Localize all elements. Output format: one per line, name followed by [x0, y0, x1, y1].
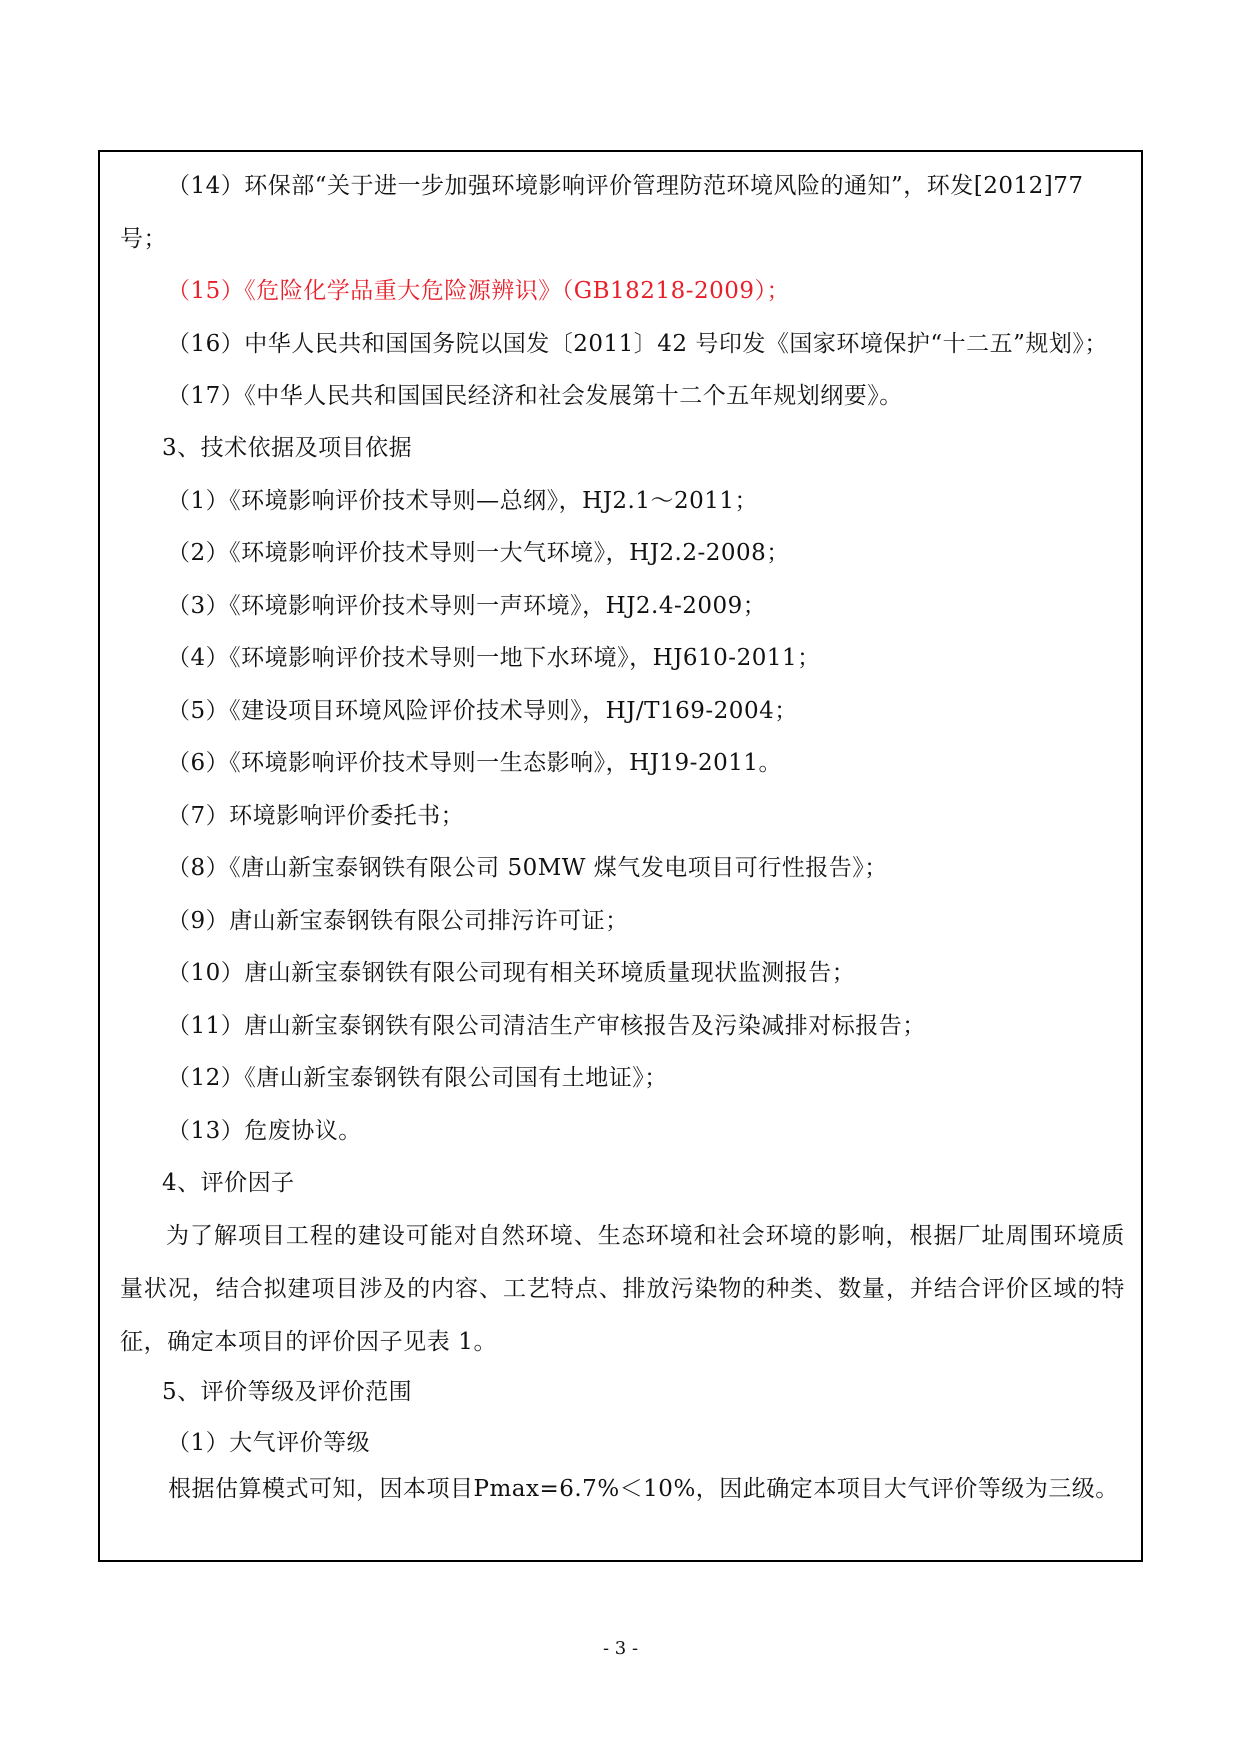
- tech-item-12: （12）《唐山新宝泰钢铁有限公司国有土地证》；: [167, 1065, 668, 1091]
- reference-item-17: （17）《中华人民共和国国民经济和社会发展第十二个五年规划纲要》。: [167, 383, 903, 409]
- tech-item-10: （10）唐山新宝泰钢铁有限公司现有相关环境质量现状监测报告；: [167, 960, 856, 986]
- reference-item-16: （16）中华人民共和国国务院以国发〔2011〕42 号印发《国家环境保护“十二五”规划》；: [167, 331, 1108, 357]
- reference-item-14-cont: 号；: [120, 226, 167, 252]
- tech-item-6: （6）《环境影响评价技术导则一生态影响》，HJ19-2011。: [167, 750, 782, 776]
- page-number: - 3 -: [602, 1638, 639, 1659]
- tech-item-2: （2）《环境影响评价技术导则一大气环境》，HJ2.2-2008；: [167, 540, 790, 566]
- tech-item-1: （1）《环境影响评价技术导则—总纲》，HJ2.1～2011；: [167, 488, 759, 514]
- section-heading-3: 3、技术依据及项目依据: [162, 435, 413, 461]
- tech-item-8: （8）《唐山新宝泰钢铁有限公司 50MW 煤气发电项目可行性报告》；: [167, 855, 888, 881]
- tech-item-3: （3）《环境影响评价技术导则一声环境》，HJ2.4-2009；: [167, 593, 767, 619]
- tech-item-7: （7）环境影响评价委托书；: [167, 803, 465, 829]
- evaluation-factor-paragraph: 为了解项目工程的建设可能对自然环境、生态环境和社会环境的影响，根据厂址周围环境质量状况，结合拟建项目涉及的内容、工艺特点、排放污染物的种类、数量，并结合评价区域的特征，确定本项目的评价因子见表 1。: [120, 1223, 1125, 1355]
- subheading-air-level: （1）大气评价等级: [167, 1430, 371, 1456]
- tech-item-9: （9）唐山新宝泰钢铁有限公司排污许可证；: [167, 908, 629, 934]
- tech-item-13: （13）危废协议。: [167, 1118, 362, 1144]
- section-heading-5: 5、评价等级及评价范围: [162, 1379, 413, 1405]
- tech-item-4: （4）《环境影响评价技术导则一地下水环境》，HJ610-2011；: [167, 645, 821, 671]
- tech-item-11: （11）唐山新宝泰钢铁有限公司清洁生产审核报告及污染减排对标报告；: [167, 1013, 926, 1039]
- tech-item-5: （5）《建设项目环境风险评价技术导则》，HJ/T169-2004；: [167, 698, 798, 724]
- reference-item-15: （15）《危险化学品重大危险源辨识》（GB18218-2009）；: [167, 278, 791, 304]
- air-level-paragraph: 根据估算模式可知，因本项目Pmax=6.7%＜10%，因此确定本项目大气评价等级为三级。: [168, 1476, 1119, 1502]
- reference-item-14: （14）环保部“关于进一步加强环境影响评价管理防范环境风险的通知”，环发[2012]77: [167, 173, 1084, 199]
- section-heading-4: 4、评价因子: [162, 1170, 295, 1196]
